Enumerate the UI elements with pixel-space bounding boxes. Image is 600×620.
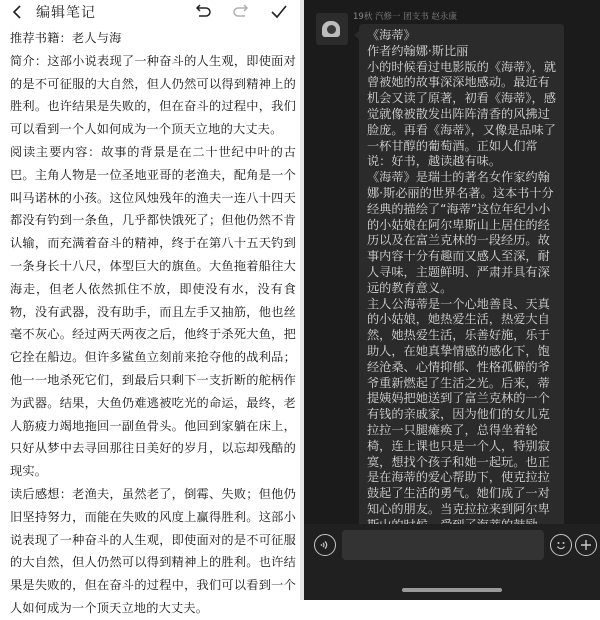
note-content[interactable] xyxy=(0,24,300,620)
check-icon[interactable] xyxy=(270,3,288,21)
back-arrow-icon[interactable] xyxy=(8,3,26,21)
message-bubble[interactable] xyxy=(359,24,564,544)
message-line-author: 作者约翰娜·斯比丽 xyxy=(367,43,469,58)
voice-icon[interactable] xyxy=(314,534,336,556)
note-paragraph-book: 推荐书籍：老人与海 xyxy=(10,31,122,45)
message-input[interactable] xyxy=(342,530,544,560)
emoji-icon[interactable] xyxy=(550,534,572,556)
redo-icon[interactable] xyxy=(232,3,250,21)
message-paragraph: 小的时候看过电影版的《海蒂》，就曾被她的故事深深地感动。最近有机会又读了原著，初看《海蒂》，感觉就像被散发出阵阵清香的风拂过脸庞。再看《海蒂》，又像是品味了一杯甘醇的葡萄酒。正如人们常说：好书，越读越有味。 xyxy=(367,59,556,169)
chat-input-bar xyxy=(304,524,600,600)
editor-header xyxy=(0,0,300,24)
sender-name: 19秋 汽修一 团支书 赵永康 xyxy=(353,12,457,22)
undo-icon[interactable] xyxy=(194,3,212,21)
avatar[interactable] xyxy=(316,13,348,45)
page-title: 编辑笔记 xyxy=(36,5,96,21)
note-editor-panel xyxy=(0,0,300,615)
home-indicator[interactable] xyxy=(402,588,502,592)
plus-icon[interactable] xyxy=(575,534,597,556)
chat-panel xyxy=(304,0,600,600)
message-paragraph: 《海蒂》是瑞士的著名女作家约翰娜·斯必丽的世界名著。这本书十分经典的描绘了“海蒂”这位年纪小小的小姑娘在阿尔卑斯山上居住的经历以及在富兰克林的一段经历。故事内容十分有趣而又感人至深，耐人寻味，主题鲜明、严肃并具有深远的教育意义。 xyxy=(367,170,554,295)
note-paragraph-intro: 简介：这部小说表现了一种奋斗的人生观，即使面对的是不可征服的大自然，但人仍然可以得到精神上的胜利。也许结果是失败的，但在奋斗的过程中，我们可以看到一个人如何成为一个顶天立地的大丈夫。 xyxy=(10,53,296,137)
editor-actions xyxy=(194,3,288,21)
message-line-title: 《海蒂》 xyxy=(367,28,416,42)
message-paragraph: 主人公海蒂是一个心地善良、天真的小姑娘，她热爱生活，热爱大自然，她热爱生活，乐善好施，乐于助人，在她真挚情感的感化下，饱经沧桑、心情抑郁、性格孤僻的爷爷重新燃起了生活之光。后来，蒂提姨妈把她送到了富兰克林的一个有钱的亲戚家，因为他们的女儿克拉拉一只腿瘫痪了，总得坐着轮椅，连上课也只是一个人，特别寂寞，想找个孩子和她一起玩。也正是在海蒂的爱心帮助下，使克拉拉鼓起了生活的勇气。她们成了一对知心的朋友。当克拉拉来到阿尔卑 xyxy=(367,296,550,516)
note-paragraph-reflection: 读后感想：老渔夫，虽然老了，倒霉、失败；但他仍旧坚持努力，而能在失败的风度上赢得胜利。这部小说表现了一种奋斗的人生观，即使面对的是不可征服的大自然，但人仍然可以得到精神上的胜利。也许结果是失败的，但在奋斗的过程中，我们可以看到一个人如何成为一个顶天立地的大丈夫。 xyxy=(10,486,296,615)
note-paragraph-content: 阅读主要内容：故事的背景是在二十世纪中叶的古巴。主角人物是一位圣地亚哥的老渔夫，配角是一个叫马诺林的小孩。这位风烛残年的渔夫一连八十四天都没有钓到一条鱼，几乎都快饿死了；但他仍然不肯认输，而充满着奋斗的精神，终于在第八十五天钓到一条身长十八尺，体型巨大的旗鱼。大鱼拖着船往大海走，但老人依然抓住不放，即使没有水，没有食物，没有武器，没有助手，而且左手又抽筋，他也丝毫不灰心。经过两天两夜之后，他终于杀死大鱼，把它拴在船边。但许多鲨鱼立刻前来抢夺他的战利品；他一一地杀死它们，到最后只剩下一支折断的舵柄作为武器。结果，大鱼仍难逃被吃光的命运，最终，老人筋疲力竭地拖回一副鱼骨头。他回到家躺在床上，只好从梦中去寻回那往日美好的岁月，以忘却残酷的现实。 xyxy=(10,144,296,479)
